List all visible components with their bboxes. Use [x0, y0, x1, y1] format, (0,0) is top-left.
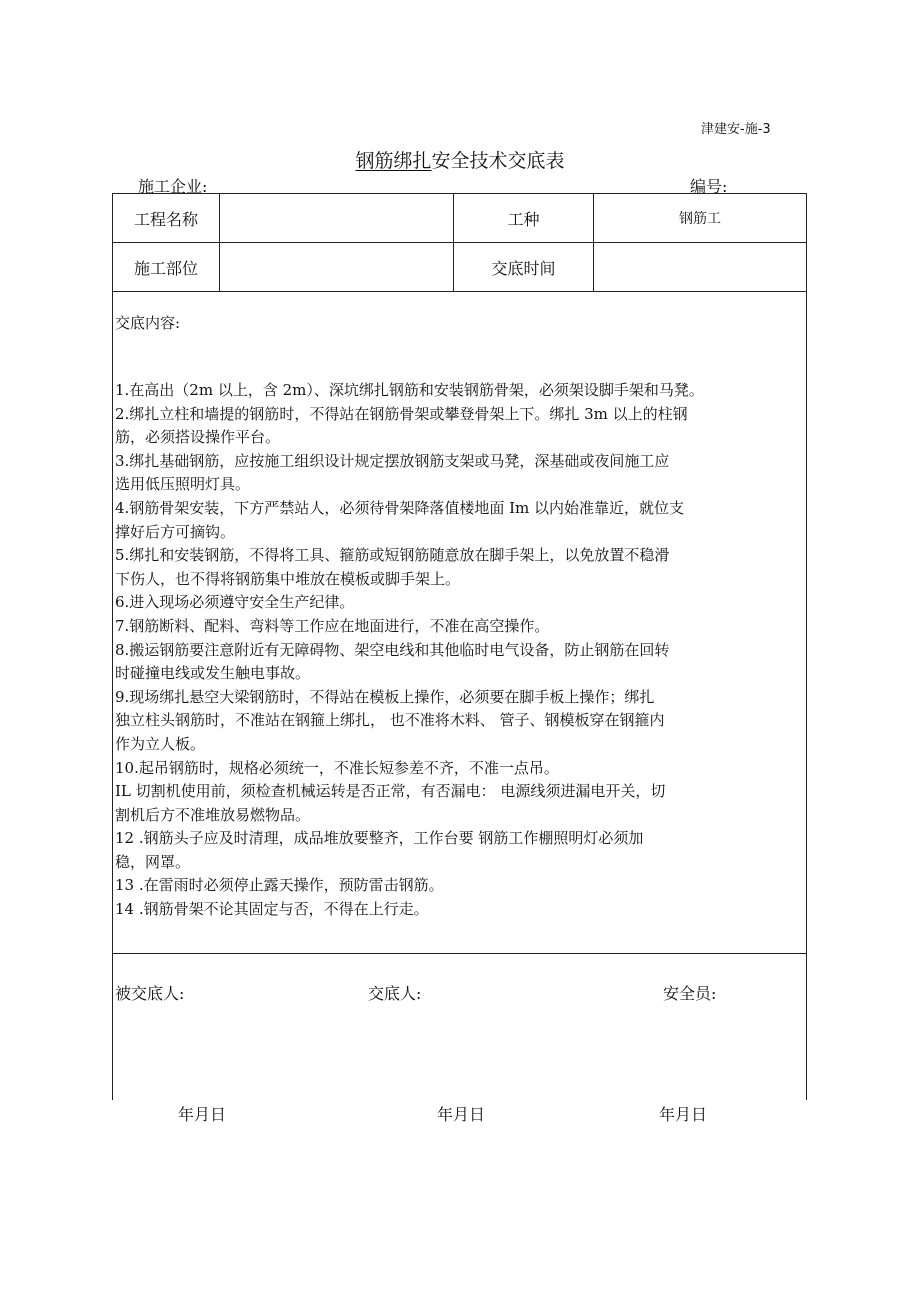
content-line: 3.绑扎基础钢筋，应按施工组织设计规定摆放钢筋支架或马凳，深基础或夜间施工应 — [115, 451, 670, 470]
content-label: 交底内容: — [115, 314, 181, 332]
page-title — [0, 146, 920, 173]
content-line: 9.现场绑扎悬空大梁钢筋时，不得站在模板上操作，必须要在脚手板上操作；绑扎 — [115, 687, 655, 706]
company-label: 施工企业: — [138, 177, 208, 196]
row-divider-3 — [113, 953, 806, 954]
content-line: 6.进入现场必须遵守安全生产纪律。 — [115, 593, 355, 612]
content-lines — [115, 379, 805, 922]
project-name-value — [220, 194, 453, 242]
content-line: 4.钢筋骨架安装，下方严禁站人，必须待骨架降落值楼地面 Im 以内始准靠近，就位支 — [115, 498, 685, 517]
content-line: 独立柱头钢筋时，不准站在钢箍上绑扎， 也不准将木料、 管子、钢模板穿在钢箍内 — [115, 711, 665, 730]
content-line: 14 .钢筋骨架不论其固定与否，不得在上行走。 — [115, 900, 429, 919]
safety-officer-date: 年月日 — [659, 1105, 708, 1124]
title-rest: 安全技术交底表 — [431, 150, 565, 172]
content-line: IL 切割机使用前，须检查机械运转是否正常，有否漏电： 电源线须进漏电开关，切 — [115, 782, 666, 801]
content-line: 时碰撞电线或发生触电事故。 — [115, 664, 311, 683]
content-line: 5.绑扎和安装钢筋，不得将工具、箍筋或短钢筋随意放在脚手架上，以免放置不稳滑 — [115, 546, 670, 565]
content-line: 1.在高出（2m 以上，含 2m）、深坑绑扎钢筋和安装钢筋骨架，必须架设脚手架和马凳。 — [115, 381, 704, 399]
work-type-label: 工种 — [507, 209, 540, 229]
content-line: 7.钢筋断料、配料、弯料等工作应在地面进行，不准在高空操作。 — [115, 616, 550, 635]
disclosure-time-label: 交底时间 — [491, 258, 556, 278]
content-line: 割机后方不准堆放易燃物品。 — [115, 805, 311, 824]
safety-officer-label: 安全员: — [663, 984, 717, 1003]
content-line: 撑好后方可摘钩。 — [115, 522, 236, 541]
content-line: 12 .钢筋头子应及时清理，成品堆放要整齐，工作台要 钢筋工作棚照明灯必须加 — [115, 829, 644, 848]
disclosure-time-value — [594, 243, 806, 291]
presenter-label: 交底人: — [368, 984, 422, 1003]
location-value — [220, 243, 453, 291]
presenter-date: 年月日 — [437, 1105, 486, 1124]
content-line: 稳，网罩。 — [115, 852, 191, 871]
work-type-value: 钢筋工 — [679, 211, 721, 227]
content-line: 8.搬运钢筋要注意附近有无障碍物、架空电线和其他临时电气设备，防止钢筋在回转 — [115, 640, 670, 659]
content-line: 13 .在雷雨时必须停止露天操作，预防雷击钢筋。 — [115, 876, 444, 895]
content-line: 作为立人板。 — [115, 734, 206, 753]
receiver-label: 被交底人: — [115, 984, 185, 1003]
disclosure-table — [112, 193, 807, 1100]
location-label: 施工部位 — [133, 258, 198, 278]
row-divider-2 — [113, 291, 806, 292]
content-line: 选用低压照明灯具。 — [115, 475, 251, 494]
content-line: 筋，必须搭设操作平台。 — [115, 428, 281, 447]
document-code: 津建安-施-3 — [701, 122, 771, 137]
number-label: 编号: — [690, 177, 728, 196]
project-name-label: 工程名称 — [133, 209, 198, 229]
receiver-date: 年月日 — [178, 1105, 227, 1124]
title-underlined-part: 钢筋绑扎 — [355, 150, 432, 172]
content-line: 10.起吊钢筋时，规格必须统一，不准长短参差不齐，不准一点吊。 — [115, 758, 559, 777]
content-line: 下伤人，也不得将钢筋集中堆放在模板或脚手架上。 — [115, 569, 461, 588]
content-line: 2.绑扎立柱和墙提的钢筋时，不得站在钢筋骨架或攀登骨架上下。绑扎 3m 以上的柱钢 — [115, 404, 688, 423]
